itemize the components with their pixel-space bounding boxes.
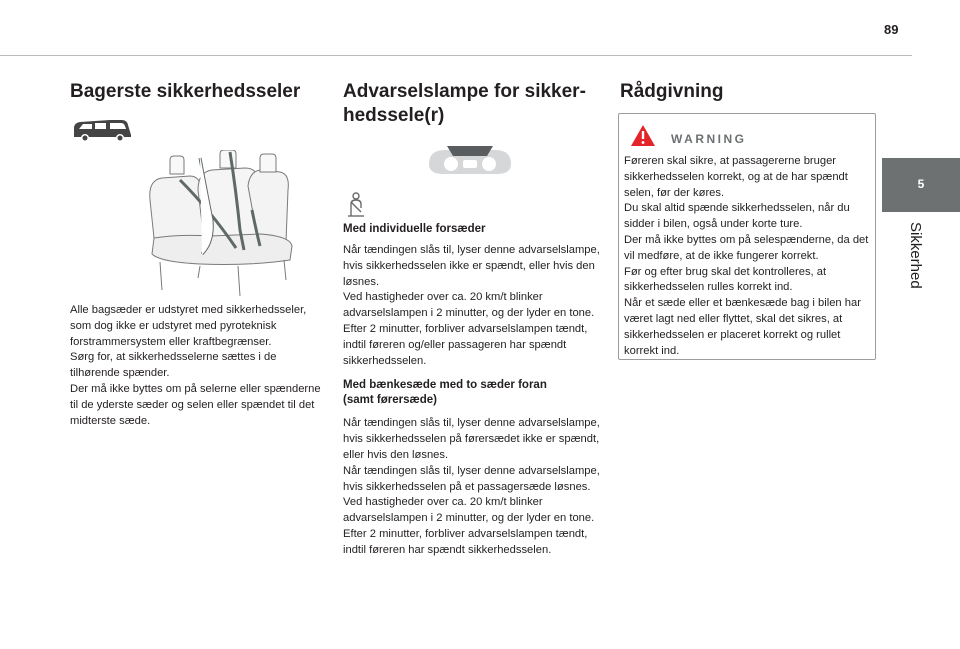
subheading-bench-line2: (samt førersæde) [343, 394, 437, 407]
rear-seatbelts-section [70, 80, 325, 104]
warning-triangle-icon [630, 124, 656, 147]
rear-seatbelts-body [70, 303, 325, 429]
advice-section [620, 80, 880, 104]
subheading: Med individuelle forsæder [343, 223, 486, 235]
individual-front-seats [343, 222, 605, 559]
van-icon [70, 118, 134, 142]
warning-box [618, 113, 876, 360]
seatbelt-warning-icon [345, 192, 367, 218]
paragraph: Når tændingen slås til, lyser denne advarselslampe, hvis sikkerhedsselen ikke er spændt, eller hvis den løsnes. Ved hastigheder over ca. 20 km/t blinker advarselslampen i 2 minutter, og der lyder en tone. Efter 2 minutter, forbliver advarselslampen tændt, indtil føreren og/eller passageren har spændt sikkerhedsselen. [343, 244, 600, 367]
header-rule [0, 55, 912, 56]
page-number: 89 [884, 22, 899, 37]
seatbelt-warning-lamp-section [343, 80, 605, 128]
section-title: Rådgivning [620, 81, 724, 102]
instrument-panel-icon [425, 140, 515, 178]
chapter-number: 5 [917, 177, 925, 191]
subheading-bench-line1: Med bænkesæde med to sæder foran [343, 379, 547, 392]
section-title: Bagerste sikkerhedsseler [70, 81, 301, 102]
warning-header [627, 122, 867, 152]
chapter-tab[interactable] [882, 158, 960, 212]
section-title-line2: hedssele(r) [343, 105, 445, 126]
rear-seat-belt-illustration [140, 150, 300, 300]
chapter-title: Sikkerhed [907, 222, 924, 289]
chapter-title-vertical [906, 222, 926, 302]
warning-label: WARNING [671, 132, 747, 146]
paragraph: Når tændingen slås til, lyser denne advarselslampe, hvis sikkerhedsselen på førersædet ikke er spændt, eller hvis den løsnes. Når tændingen slås til, lyser denne advarselslampe, hvis sikkerhedsselen på et passagersæde løsnes. Ved hastigheder over ca. 20 km/t blinker advarselslampen i 2 minutter, og der lyder en tone. Efter 2 minutter, forbliver advarselslampen tændt, indtil føreren har spændt sikkerhedsselen. [343, 417, 600, 556]
warning-text: Føreren skal sikre, at passagererne bruger sikkerhedsselen korrekt, og at de har spændt selen, før der køres. Du skal altid spænde sikkerhedsselen, når du sidder i bilen, også under korte ture. Der må ikke byttes om på selespænderne, da det vil medføre, at de ikke fungerer korrekt. Før og efter brug skal det kontrolleres, at sikkerhedsselen rulles korrekt ind. Når et sæde eller et bænkesæde bag i bilen har været lagt ned eller flyttet, skal det sikres, at sikkerhedsselen er placeret korrekt og rullet korrekt ind. [624, 155, 869, 357]
section-title-line1: Advarselslampe for sikker- [343, 81, 586, 102]
paragraph: Alle bagsæder er udstyret med sikkerhedsseler, som dog ikke er udstyret med pyroteknisk forstrammersystem eller kraftbegrænser. Sørg for, at sikkerhedsselerne sættes i de tilhørende spænder. Der må ikke byttes om på selerne eller spænderne til de yderste sæder og selen eller spændet til det midterste sæde. [70, 304, 321, 427]
